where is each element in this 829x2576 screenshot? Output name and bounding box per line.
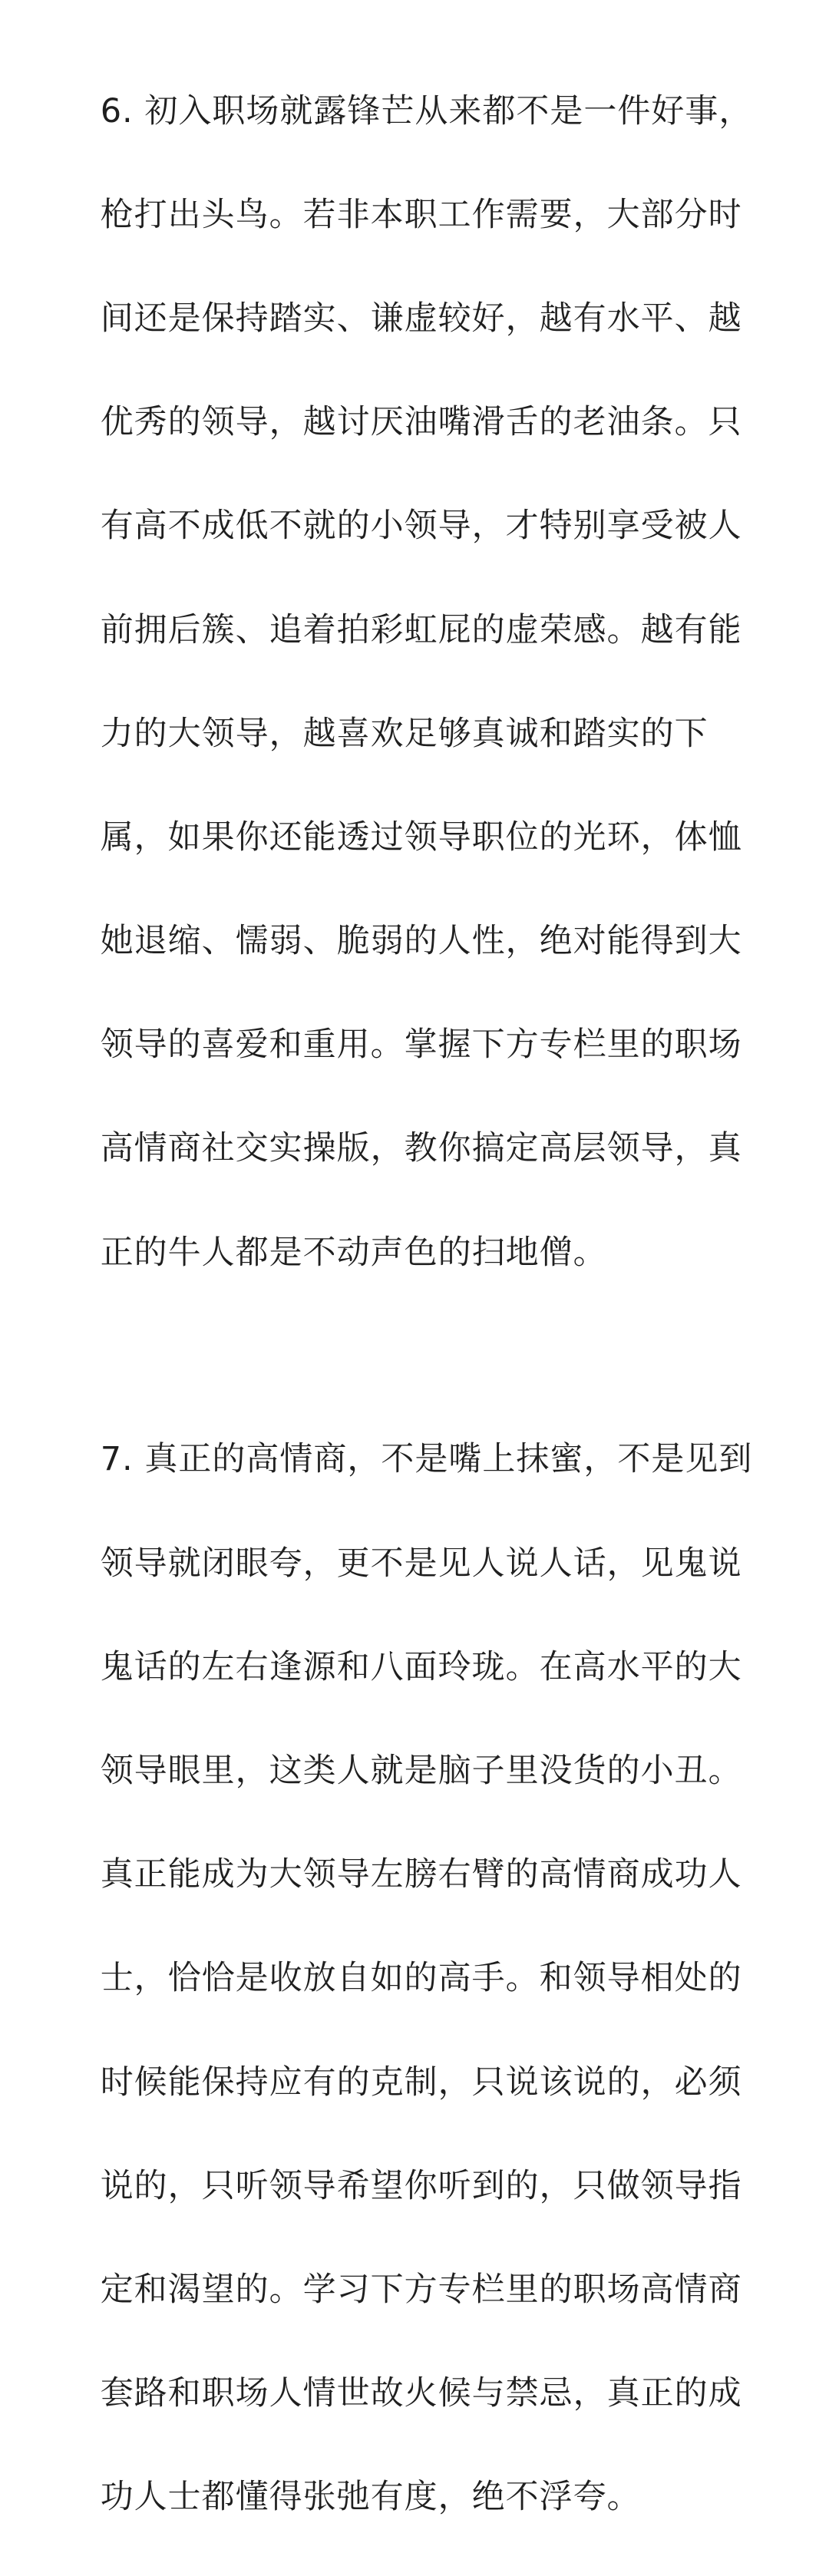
text-line: 套路和职场人情世故火候与禁忌，真正的成: [100, 2374, 742, 2413]
text-line: 间还是保持踏实、谦虚较好，越有水平、越: [100, 299, 742, 338]
text-line: 功人士都懂得张弛有度，绝不浮夸。: [100, 2478, 641, 2517]
text-line: 属，如果你还能透过领导职位的光环，体恤: [100, 817, 742, 857]
text-line: 7. 真正的高情商，不是嘴上抹蜜，不是见到: [100, 1440, 753, 1479]
text-line: 真正能成为大领导左膀右臂的高情商成功人: [100, 1855, 742, 1894]
paragraph-6: [55, 34, 778, 1331]
text-line: 6. 初入职场就露锋芒从来都不是一件好事，: [100, 91, 753, 130]
text-line: 领导的喜爱和重用。掌握下方专栏里的职场: [100, 1025, 742, 1065]
paragraph-7: [55, 1382, 778, 2576]
text-line: 时候能保持应有的克制，只说该说的，必须: [100, 2062, 742, 2102]
text-line: 她退缩、懦弱、脆弱的人性，绝对能得到大: [100, 922, 742, 961]
text-line: 高情商社交实操版，教你搞定高层领导，真: [100, 1129, 742, 1168]
text-line: 说的，只听领导希望你听到的，只做领导指: [100, 2166, 742, 2205]
text-line: 有高不成低不就的小领导，才特别享受被人: [100, 507, 742, 546]
text-line: 鬼话的左右逢源和八面玲珑。在高水平的大: [100, 1647, 742, 1686]
text-line: 力的大领导，越喜欢足够真诚和踏实的下: [100, 714, 708, 753]
text-line: 定和渴望的。学习下方专栏里的职场高情商: [100, 2270, 742, 2309]
text-line: 士，恰恰是收放自如的高手。和领导相处的: [100, 1959, 742, 1998]
text-line: 前拥后簇、追着拍彩虹屁的虚荣感。越有能: [100, 610, 742, 649]
text-line: 领导就闭眼夸，更不是见人说人话，见鬼说: [100, 1544, 742, 1583]
text-line: 领导眼里，这类人就是脑子里没货的小丑。: [100, 1752, 742, 1790]
text-line: 枪打出头鸟。若非本职工作需要，大部分时: [100, 195, 742, 234]
text-line: 正的牛人都是不动声色的扫地僧。: [100, 1233, 607, 1272]
text-line: 优秀的领导，越讨厌油嘴滑舌的老油条。只: [100, 403, 742, 442]
